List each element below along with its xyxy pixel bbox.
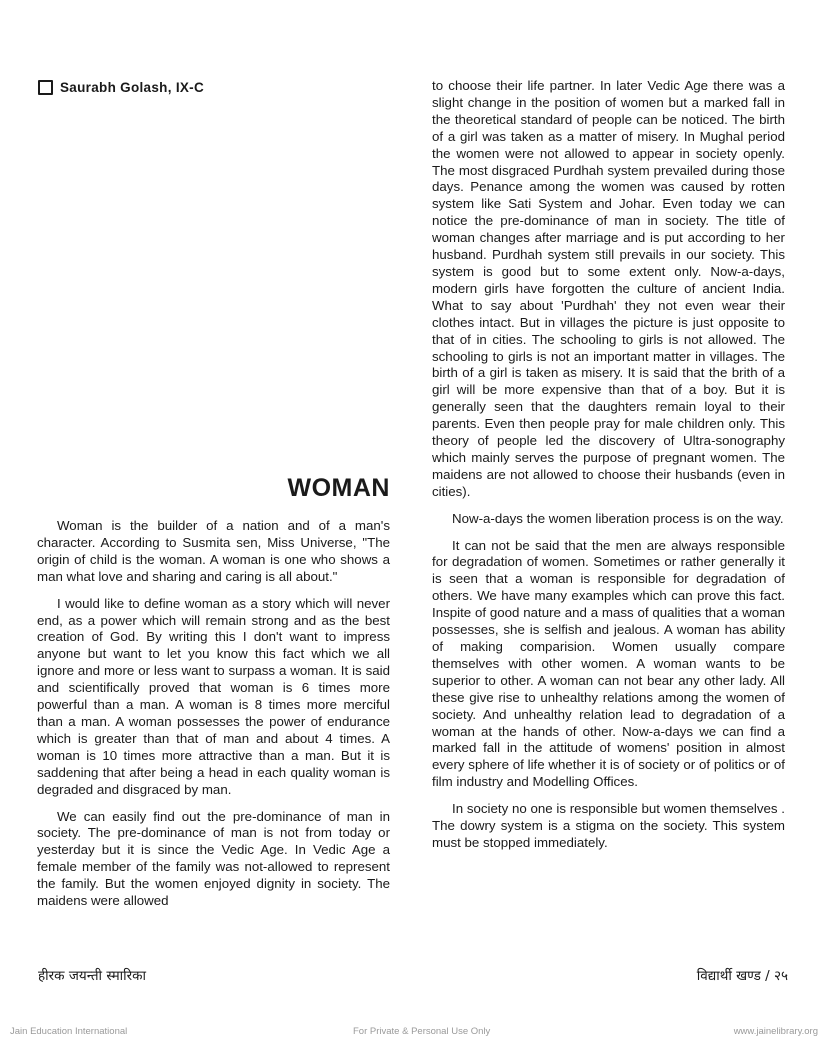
author-name: Saurabh Golash, IX-C [60,80,205,95]
paragraph: I would like to define woman as a story which will never end, as a power which will remain strong and as the best creation of God. By writing this I don't want to impress anyone but want to let you know this fact which we all ignore and more or less want to surpass a woman. It is said and scientifically proved that woman is 6 times more powerful than a man. A woman is 8 times more merciful than a man. A woman possesses the power of endurance which is greater than that of man and about 4 times. A woman is 10 times more attractive than a man. But it is saddening that after being a head in each quality woman is degraded and disgraced by man. [37,595,390,797]
checkbox-icon [38,80,53,95]
right-column [432,78,785,862]
left-column [37,518,390,920]
paragraph: Now-a-days the women liberation process is on the way. [452,510,784,526]
paragraph: It can not be said that the men are always responsible for degradation of women. Sometimes or rather generally it is seen that a woman is responsible for degradation of others. We have many examples which can prove this fact. Inspite of good nature and a mass of qualities that a woman possesses, she is selfish and jealous. A woman has ability of making comparision. Women usually compare themselves with other women. A woman wants to be superior to other. A woman can not bear any other lady. All these give rise to unhealthy relations among the women of society. And unhealthy relation lead to degradation of a woman at the hands of other. Now-a-days we can find a marked fall in the attitude of womens' position in almost every sphere of life whether it is of society or of politics or of film industry and Modelling Offices. [432,537,785,790]
paragraph: Woman is the builder of a nation and of a man's character. According to Susmita sen, Miss Universe, "The origin of child is the woman. A woman is one who shows a man what love and sharing and caring is all about." [37,518,390,584]
author-byline [38,80,204,95]
credit-left: Jain Education International [10,1026,128,1037]
article-title: WOMAN [287,474,390,502]
credit-center: For Private & Personal Use Only [353,1026,491,1037]
footer-section-page: विद्यार्थी खण्ड / २५ [696,968,788,984]
credit-right: www.jainelibrary.org [733,1026,818,1037]
paragraph-continuation: to choose their life partner. In later Vedic Age there was a slight change in the position of women but a marked fall in the theoretical standard of people can be noticed. The birth of a girl was taken as a matter of misery. In Mughal period the women were not allowed to appear in society openly. The most disgraced Purdhah system prevailed during those days. Penance among the women was caused by rotten system like Sati System and Johar. Even today we can notice the pre-dominance of man in society. The title of woman changes after marriage and is put according to her husband. Purdhah system still prevails in our society. This system is good but to some extent only. Now-a-days, modern girls have forgotten the culture of ancient India. What to say about 'Purdhah' they not even wear their clothes intact. But in villages the picture is just opposite to that of in cities. The schooling to girls is not allowed. The schooling to girls is not an important matter in villages. The birth of a girl is taken as misery. It is said that the brith of a girl will be more expensive than that of a boy. But it is generally seen that the daughters remain loyal to their parents. Even then people pray for male children only. This theory of people led the discovery of Ultra-sonography which mainly serves the purpose of pregnant women. The maidens are not allowed to choose their husbands (even in cities). [432,78,785,499]
paragraph: In society no one is responsible but women themselves . The dowry system is a stigma on the society. This system must be stopped immediately. [432,801,785,850]
paragraph: We can easily find out the pre-dominance of man in society. The pre-dominance of man is not from today or yesterday but it is since the Vedic Age. In Vedic Age a female member of the family was not-allowed to represent the family. But the women enjoyed dignity in society. The maidens were allowed [37,808,390,909]
footer-publication: हीरक जयन्ती स्मारिका [38,968,147,984]
